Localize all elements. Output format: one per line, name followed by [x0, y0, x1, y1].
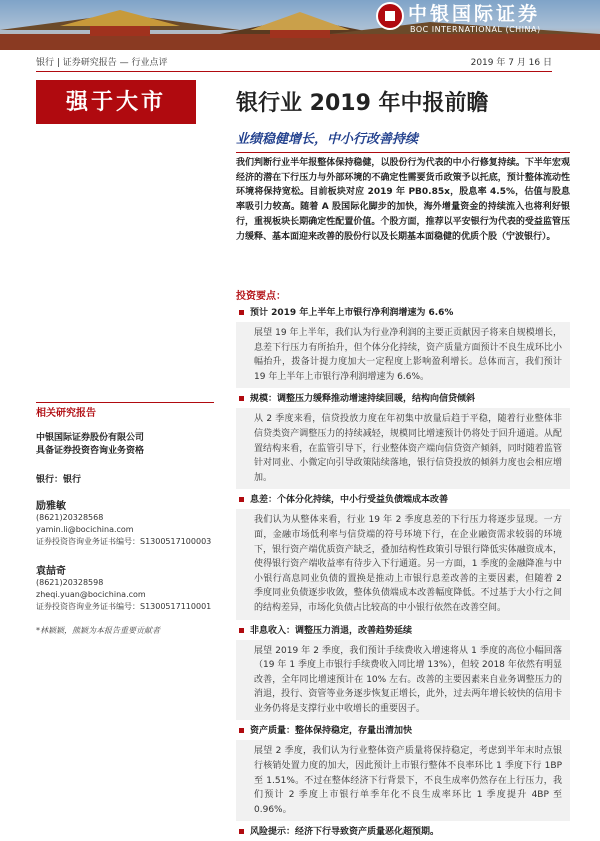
key-point-heading [236, 624, 570, 640]
key-points-list [236, 306, 570, 841]
report-subtitle: 业绩稳健增长，中小行改善持续 [236, 132, 419, 147]
logo-chinese: 中银国际证券 [408, 3, 541, 25]
analyst-cert: 证券投资咨询业务证书编号：S1300517110001 [36, 602, 212, 611]
related-reports-label: 相关研究报告 [36, 408, 96, 419]
bullet-icon [239, 310, 244, 315]
key-point-heading-text: 息差：个体分化持续，中小行受益负债端成本改善 [250, 495, 449, 506]
key-point-heading-text: 预计 2019 年上半年上市银行净利润增速为 6.6% [250, 308, 454, 318]
key-point-heading-text: 规模：调整压力缓释推动增速持续回暖，结构向信贷倾斜 [250, 394, 476, 405]
key-point-heading [236, 306, 570, 322]
key-point-heading-text: 资产质量：整体保持稳定，存量出清加快 [250, 726, 413, 737]
org-qualification: 具备证券投资咨询业务资格 [36, 446, 145, 456]
analyst-phone: (8621)20328568 [36, 513, 104, 522]
bullet-icon [239, 497, 244, 502]
analyst-email[interactable]: zheqi.yuan@bocichina.com [36, 590, 146, 599]
risk-warning-text: 风险提示：经济下行导致资产质量恶化超预期。 [250, 827, 440, 838]
key-points-label: 投资要点： [236, 291, 286, 302]
key-point-body: 从 2 季度来看，信贷投放力度在年初集中放量后趋于平稳，随着行业整体非信贷类资产调整压力的持续减轻，规模同比增速预计仍将处于回升通道。从配置结构来看，在监管引导下，行业整体资产端向信贷资产倾斜，同时随着监管针对同业、小微定向引导政策陆续落地，银行信贷投放的倾斜力度也会相应增加。 [236, 408, 570, 489]
key-point-body: 我们认为从整体来看，行业 19 年 2 季度息差的下行压力将逐步显现。一方面，金融市场低利率与信贷端的符号环境下行，在企业融资需求较弱的环境下，银行资产端优质资产缺乏，叠加结构性政策引导银行降低实体融资成本，使得银行资产端收益率有待步入下行通道。另一方面，1 季度的金融降准与中小银行高息同业负债的置换是推动上市银行息差改善的主要因素，但随着 2 季度同业负债逐步收敛，整体负债端成本改善幅度降低。不过基于大小行之间的结构差异，市场化负债占比较高的中小银行依然在改善空间。 [236, 509, 570, 619]
rating-label: 强于大市 [65, 89, 166, 115]
analyst-sidebar [36, 432, 214, 636]
analyst-phone: (8621)20328598 [36, 578, 104, 587]
bullet-icon [239, 829, 244, 834]
analyst-name: 袁喆奇 [36, 566, 66, 577]
rating-badge [36, 80, 196, 124]
analyst-cert: 证券投资咨询业务证书编号：S1300517100003 [36, 537, 212, 546]
key-point-body: 展望 2 季度，我们认为行业整体资产质量将保持稳定，考虑到半年末时点银行核销处置力度的加大，因此预计上市银行整体不良率环比 1 季度下行 1BP 至 1.51%。不过在整体经济下行背景下，不良生成率仍然存在上行压力，我们预计 2 季度上市银行单季年化不良生成率环比 1 季度提升 4BP 至 0.96%。 [236, 740, 570, 821]
report-meta-bar [0, 52, 600, 72]
summary-paragraph: 我们判断行业半年报整体保持稳健，以股份行为代表的中小行修复持续。下半年宏观经济的潜在下行压力与外部环境的不确定性需要货币政策予以托底，预计整体流动性环境将保持宽松。目前板块对应 2019 年 PB0.85x，股息率 4.5%，估值与股息率吸引力较高。随着 A 股国际化脚步的加快，海外增量资金的持续流入也将利好银行，重视板块长期确定性配置价值。个股方面，推荐以平安银行为代表的受益监管压力缓释、基本面迎来改善的股份行以及长期基本面稳健的优质个股（宁波银行）。 [236, 158, 570, 242]
analyst-email[interactable]: yamin.li@bocichina.com [36, 525, 134, 534]
boc-logo [376, 0, 586, 40]
boc-emblem-icon [376, 2, 404, 30]
sidebar-divider [36, 402, 214, 403]
key-point-heading-text: 非息收入：调整压力消退，改善趋势延续 [250, 625, 413, 636]
analyst-name: 励雅敏 [36, 501, 66, 512]
key-point-heading [236, 493, 570, 509]
org-name: 中银国际证券股份有限公司 [36, 433, 145, 443]
key-point-heading [236, 724, 570, 740]
bullet-icon [239, 728, 244, 733]
header-banner [0, 0, 600, 50]
report-date: 2019 年 7 月 16 日 [470, 58, 552, 68]
breadcrumb: 银行 | 证券研究报告 — 行业点评 [36, 58, 168, 68]
key-point-body: 展望 19 年上半年，我们认为行业净利润的主要正贡献因子将来自规模增长，息差下行压力有所抬升，但个体分化持续，资产质量方面预计不良生成环比小幅抬升，拨备计提力度加大一定程度上影响盈利增长。总体而言，我们预计 19 年上半年上市银行净利润增速为 6.6%。 [236, 322, 570, 388]
risk-warning [236, 825, 570, 841]
report-title: 银行业 2019 年中报前瞻 [236, 91, 489, 116]
key-point-body: 展望 2019 年 2 季度，我们预计手续费收入增速将从 1 季度的高位小幅回落（19 年 1 季度上市银行手续费收入同比增 13%），但较 2018 年依然有明显改善，全年同比增速预计在 10% 左右。改善的主要因素来自业务调整压力的消退，投行、资管等业务逐步恢复正增长，此外，过去两年增长较快的信用卡业务仍将是支撑行业中收增长的重要因子。 [236, 640, 570, 721]
header-divider [36, 71, 552, 72]
title-divider [236, 152, 570, 153]
bullet-icon [239, 396, 244, 401]
logo-english: BOC INTERNATIONAL (CHINA) [410, 25, 541, 34]
key-point-heading [236, 392, 570, 408]
contributor-note: *林颖颖，熊颖为本报告重要贡献者 [36, 626, 160, 635]
bullet-icon [239, 628, 244, 633]
sector-label: 银行：银行 [36, 475, 82, 485]
